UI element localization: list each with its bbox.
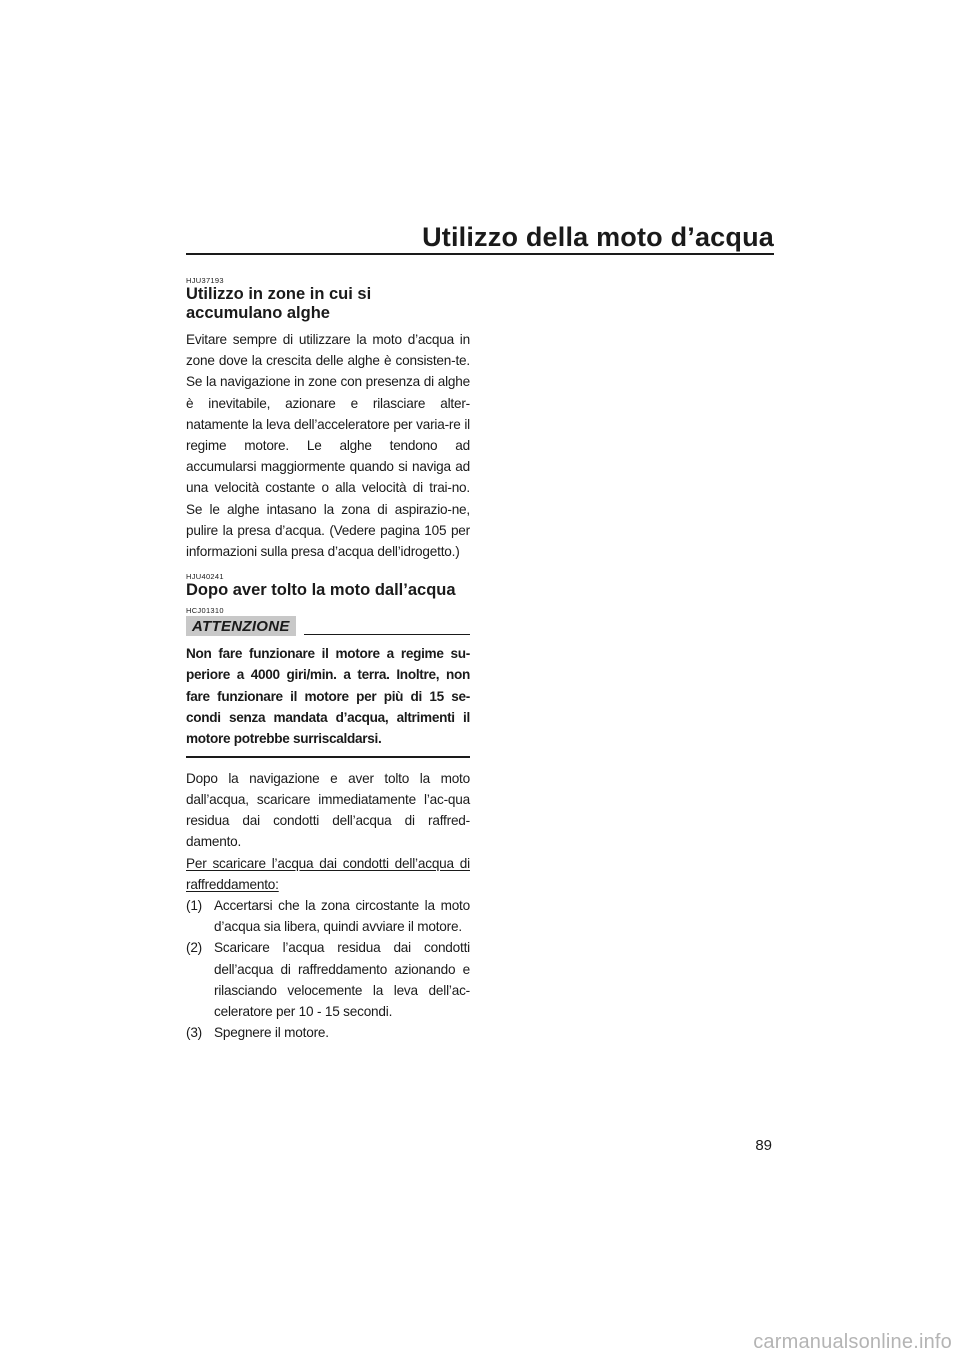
step-number: (1) bbox=[186, 897, 203, 913]
watermark: carmanualsonline.info bbox=[753, 1331, 952, 1353]
procedure-heading: Per scaricare l’acqua dai condotti dell’acqua di raffreddamento: bbox=[186, 855, 470, 892]
section-code: HJU40241 bbox=[186, 572, 224, 582]
step-text: Scaricare l’acqua residua dai condotti dell’acqua di raffreddamento azionando e rilasciando velocemente la leva dell’ac-celeratore per 10 - 15 secondi. bbox=[214, 940, 470, 1019]
caution-rule bbox=[304, 634, 470, 636]
section-code: HJU37193 bbox=[186, 276, 224, 285]
step-text: Accertarsi che la zona circostante la moto d’acqua sia libera, quindi avviare il motore. bbox=[214, 897, 470, 935]
header-rule bbox=[186, 253, 774, 255]
section-body-dopo: Dopo la navigazione e aver tolto la moto dall’acqua, scaricare immediatamente l’ac-qua residua dai condotti dell’acqua di raffred-damento. bbox=[186, 770, 470, 850]
list-item bbox=[186, 1022, 470, 1043]
step-text: Spegnere il motore. bbox=[214, 1025, 329, 1041]
list-item bbox=[186, 895, 470, 937]
procedure-steps bbox=[186, 895, 470, 1043]
content-column bbox=[186, 276, 470, 1043]
caution-label: ATTENZIONE bbox=[186, 616, 296, 636]
step-number: (2) bbox=[186, 940, 203, 956]
list-item bbox=[186, 937, 470, 1022]
step-number: (3) bbox=[186, 1025, 203, 1041]
section-title-dopo: Dopo aver tolto la moto dall’acqua bbox=[186, 581, 456, 600]
caution-header bbox=[186, 616, 470, 636]
caution-text: Non fare funzionare il motore a regime su-periore a 4000 giri/min. a terra. Inoltre, non fare funzionare il motore per più di 15 se-condi senza mandata d’acqua, altrimenti il motore potrebbe surriscaldarsi. bbox=[186, 646, 470, 747]
page-header-title: Utilizzo della moto d’acqua bbox=[422, 222, 774, 252]
section-body-alghe: Evitare sempre di utilizzare la moto d’acqua in zone dove la crescita delle alghe è consisten-te. Se la navigazione in zone con presenza di alghe è inevitabile, azionare e rilasciare alter-natamente la leva dell’acceleratore per varia-re il regime motore. Le alghe tendono ad accumularsi maggiormente quando si naviga ad una velocità costante o alla velocità di trai-no. Se le alghe intasano la zona di aspirazio-ne, pulire la presa d’acqua. (Vedere pagina 105 per informazioni sulla presa d’acqua dell’idrogetto.) bbox=[186, 332, 470, 560]
caution-code: HCJ01310 bbox=[186, 606, 224, 616]
caution-bottom-rule bbox=[186, 756, 470, 758]
section-title-alghe: Utilizzo in zone in cui si accumulano alghe bbox=[186, 285, 372, 322]
page-number: 89 bbox=[755, 1137, 772, 1154]
